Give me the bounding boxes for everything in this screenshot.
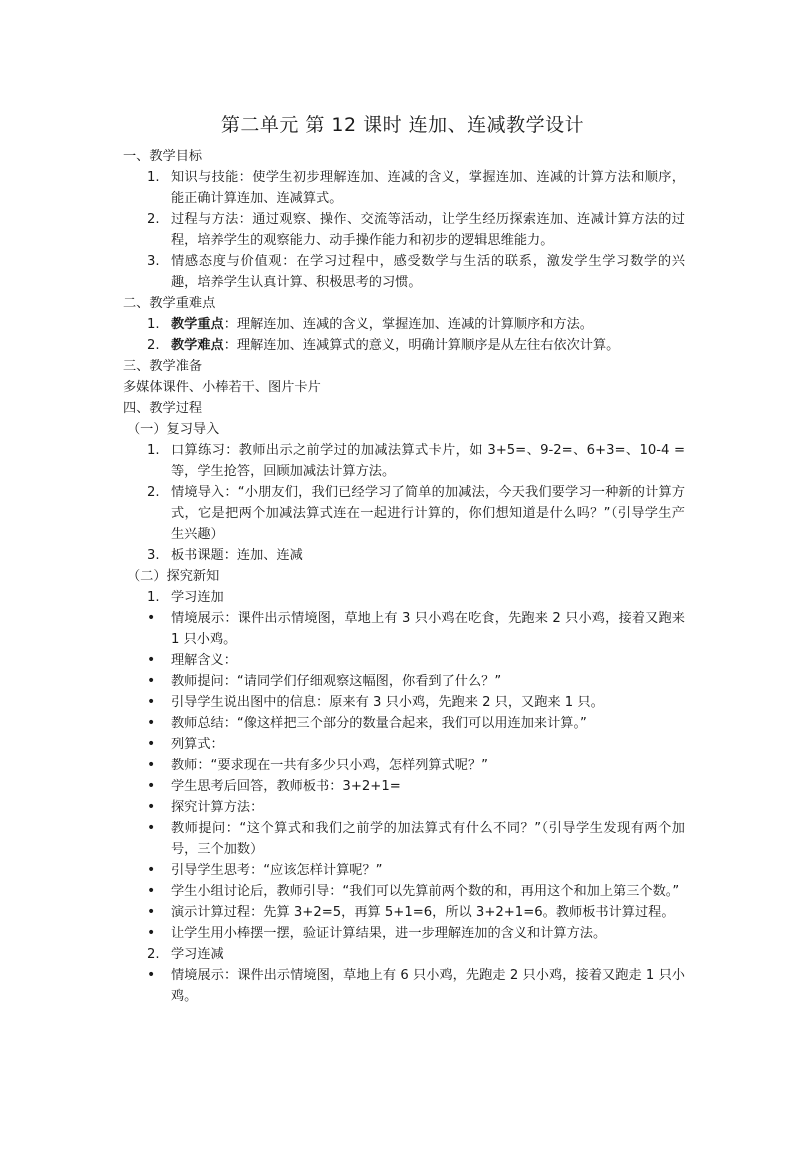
list-item (147, 251, 685, 293)
bullet-text: 学生思考后回答，教师板书：3+2+1= (171, 779, 401, 794)
section-heading-key-points: 二、教学重难点 (123, 296, 216, 311)
bullet-text: 情境展示：课件出示情境图，草地上有 6 只小鸡，先跑走 2 只小鸡，接着又跑走 1 只小鸡。 (171, 968, 685, 1004)
list-item (147, 545, 685, 566)
bullet-marker: • (147, 778, 156, 794)
bullet-item (147, 860, 685, 881)
list-text: 情境导入：“小朋友们，我们已经学习了简单的加减法，今天我们要学习一种新的计算方式，它是把两个加减法算式连在一起进行计算的，你们想知道是什么吗？”（引导学生产生兴趣） (171, 485, 685, 542)
bullet-marker: • (147, 862, 156, 878)
list-text: 情感态度与价值观：在学习过程中，感受数学与生活的联系，激发学生学习数学的兴趣，培养学生认真计算、积极思考的习惯。 (171, 254, 685, 290)
section-heading-preparation: 三、教学准备 (123, 359, 203, 374)
page-title: 第二单元 第 12 课时 连加、连减教学设计 (220, 114, 585, 136)
bullet-text: 教师提问：“这个算式和我们之前学的加法算式有什么不同？”（引导学生发现有两个加号，三个加数） (171, 821, 685, 857)
bullet-text: 理解含义： (171, 653, 237, 668)
bullet-item (147, 650, 685, 671)
list-number: 2. (147, 947, 160, 962)
bullet-text: 教师：“要求现在一共有多少只小鸡，怎样列算式呢？” (171, 758, 488, 773)
bullet-marker: • (147, 736, 156, 752)
bullet-marker: • (147, 610, 156, 626)
bullet-text: 探究计算方法： (171, 800, 264, 815)
subsection-heading-explore: （二）探究新知 (127, 569, 220, 584)
bullet-list-addition (123, 608, 685, 944)
list-number: 1. (147, 443, 160, 458)
bullet-text: 情境展示：课件出示情境图，草地上有 3 只小鸡在吃食，先跑来 2 只小鸡，接着又跑来 1 只小鸡。 (171, 611, 685, 647)
bullet-item (147, 818, 685, 860)
bullet-item (147, 776, 685, 797)
list-item (147, 440, 685, 482)
subsection-heading-review: （一）复习导入 (127, 422, 220, 437)
list-number: 2. (147, 212, 160, 227)
bullet-text: 教师提问：“请同学们仔细观察这幅图，你看到了什么？” (171, 674, 502, 689)
list-item (147, 482, 685, 545)
bold-label: 教学重点 (171, 317, 224, 332)
bold-label: 教学难点 (171, 338, 224, 353)
list-text: 板书课题：连加、连减 (171, 548, 303, 563)
section-heading-objectives: 一、教学目标 (123, 149, 203, 164)
list-number: 2. (147, 485, 160, 500)
preparation-text: 多媒体课件、小棒若干、图片卡片 (123, 380, 321, 395)
bullet-text: 演示计算过程：先算 3+2=5，再算 5+1=6，所以 3+2+1=6。教师板书计算过程。 (171, 905, 675, 920)
bullet-item (147, 608, 685, 650)
bullet-item (147, 713, 685, 734)
list-number: 1. (147, 317, 160, 332)
list-text: 过程与方法：通过观察、操作、交流等活动，让学生经历探索连加、连减计算方法的过程，培养学生的观察能力、动手操作能力和初步的逻辑思维能力。 (171, 212, 685, 248)
bullet-text: 引导学生思考：“应该怎样计算呢？” (171, 863, 383, 878)
bullet-marker: • (147, 925, 156, 941)
list-item (147, 209, 685, 251)
bullet-marker: • (147, 694, 156, 710)
list-number: 3. (147, 548, 160, 563)
bullet-text: 让学生用小棒摆一摆，验证计算结果，进一步理解连加的含义和计算方法。 (171, 926, 607, 941)
bullet-item (147, 755, 685, 776)
bullet-text: 列算式： (171, 737, 224, 752)
bullet-marker: • (147, 757, 156, 773)
bullet-text: 引导学生说出图中的信息：原来有 3 只小鸡，先跑来 2 只，又跑来 1 只。 (171, 695, 604, 710)
bullet-marker: • (147, 652, 156, 668)
bullet-item (147, 734, 685, 755)
bullet-text: 教师总结：“像这样把三个部分的数量合起来，我们可以用连加来计算。” (171, 716, 587, 731)
list-text-rest: ：理解连加、连减算式的意义，明确计算顺序是从左往右依次计算。 (223, 338, 620, 353)
bullet-marker: • (147, 967, 156, 983)
list-item (147, 167, 685, 209)
list-item (147, 944, 685, 965)
bullet-item (147, 671, 685, 692)
list-item (147, 335, 685, 356)
bullet-item (147, 923, 685, 944)
list-text (171, 314, 685, 335)
list-text: 学习连加 (171, 590, 224, 605)
bullet-item (147, 902, 685, 923)
list-item (147, 587, 685, 608)
bullet-marker: • (147, 904, 156, 920)
bullet-text: 学生小组讨论后，教师引导：“我们可以先算前两个数的和，再用这个和加上第三个数。” (171, 884, 680, 899)
list-text: 学习连减 (171, 947, 224, 962)
list-text: 口算练习：教师出示之前学过的加减法算式卡片，如 3+5=、9-2=、6+3=、10-4 = 等，学生抢答，回顾加减法计算方法。 (171, 443, 685, 479)
bullet-list-subtraction (123, 965, 685, 1007)
bullet-item (147, 881, 685, 902)
section-heading-process: 四、教学过程 (123, 401, 203, 416)
document-body (123, 146, 685, 1007)
bullet-marker: • (147, 883, 156, 899)
list-number: 1. (147, 590, 160, 605)
bullet-marker: • (147, 799, 156, 815)
list-text-rest: ：理解连加、连减的含义，掌握连加、连减的计算顺序和方法。 (223, 317, 593, 332)
list-text (171, 335, 685, 356)
bullet-item (147, 797, 685, 818)
list-number: 3. (147, 254, 160, 269)
list-number: 1. (147, 170, 160, 185)
bullet-marker: • (147, 715, 156, 731)
list-number: 2. (147, 338, 160, 353)
list-text: 知识与技能：使学生初步理解连加、连减的含义，掌握连加、连减的计算方法和顺序，能正确计算连加、连减算式。 (171, 170, 685, 206)
bullet-item (147, 692, 685, 713)
bullet-marker: • (147, 673, 156, 689)
bullet-marker: • (147, 820, 156, 836)
list-item (147, 314, 685, 335)
bullet-item (147, 965, 685, 1007)
